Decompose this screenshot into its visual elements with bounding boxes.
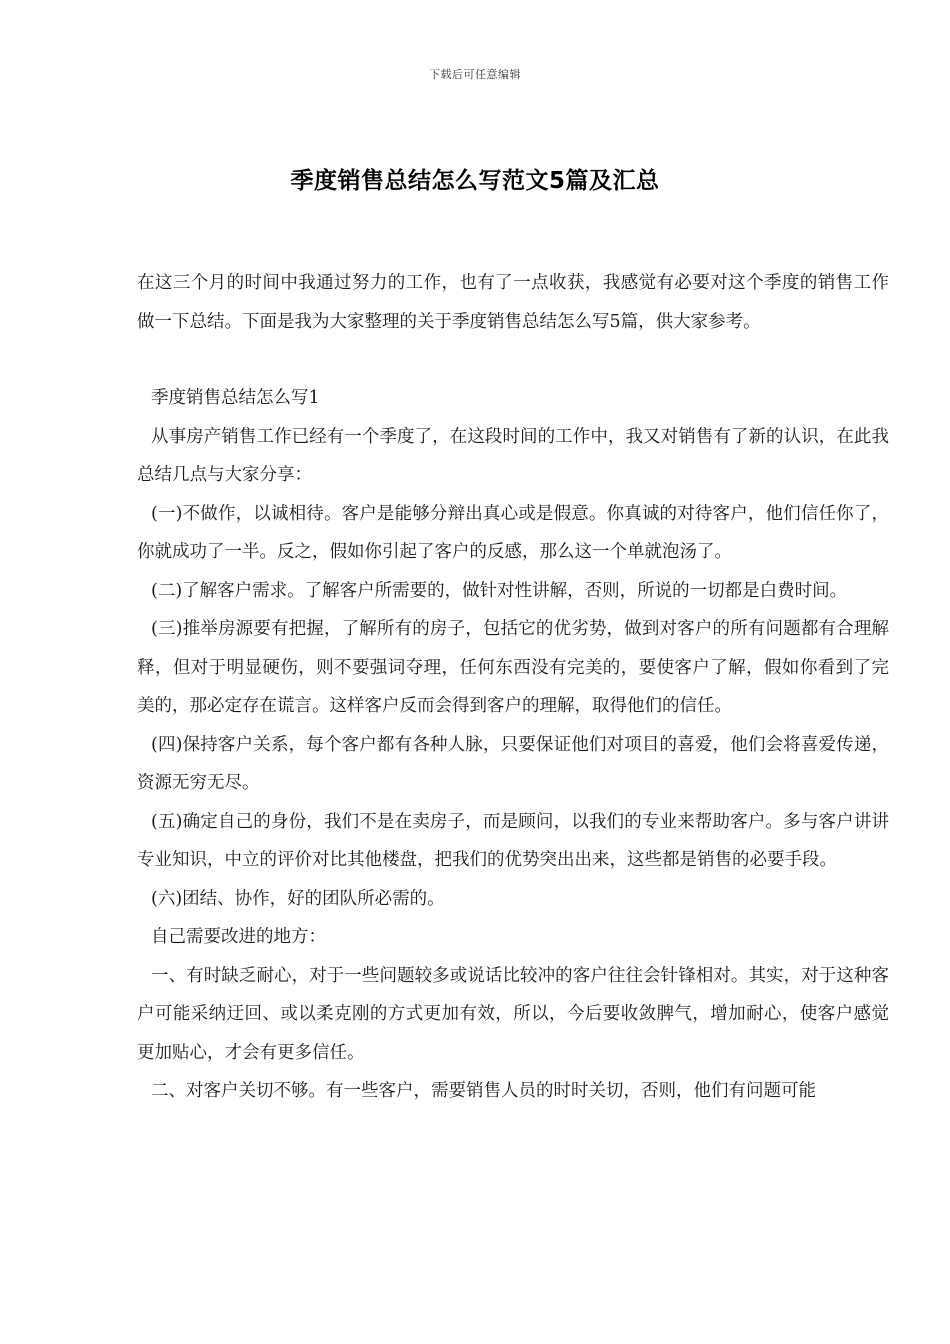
body-paragraph: (三)推举房源要有把握，了解所有的房子，包括它的优劣势，做到对客户的所有问题都有合理解释，但对于明显硬伤，则不要强词夺理，任何东西没有完美的，要使客户了解，假如你看到了完美的，那必定存在谎言。这样客户反而会得到客户的理解，取得他们的信任。 bbox=[137, 619, 889, 716]
document-body bbox=[137, 264, 889, 1111]
body-paragraph: (五)确定自己的身份，我们不是在卖房子，而是顾问，以我们的专业来帮助客户。多与客户讲讲专业知识，中立的评价对比其他楼盘，把我们的优势突出出来，这些都是销售的必要手段。 bbox=[137, 811, 889, 870]
intro-paragraph: 在这三个月的时间中我通过努力的工作，也有了一点收获，我感觉有必要对这个季度的销售工作做一下总结。下面是我为大家整理的关于季度销售总结怎么写5篇，供大家参考。 bbox=[137, 273, 889, 332]
body-paragraph: (六)团结、协作，好的团队所必需的。 bbox=[151, 888, 445, 909]
body-paragraph: (二)了解客户需求。了解客户所需要的，做针对性讲解，否则，所说的一切都是白费时间。 bbox=[151, 580, 848, 601]
body-paragraph: (一)不做作，以诚相待。客户是能够分辩出真心或是假意。你真诚的对待客户，他们信任你了，你就成功了一半。反之，假如你引起了客户的反感，那么这一个单就泡汤了。 bbox=[137, 503, 889, 562]
body-paragraph: 从事房产销售工作已经有一个季度了，在这段时间的工作中，我又对销售有了新的认识，在此我总结几点与大家分享： bbox=[137, 426, 889, 485]
header-note: 下载后可任意编辑 bbox=[429, 68, 521, 81]
section-heading: 季度销售总结怎么写1 bbox=[151, 388, 320, 408]
body-paragraph: 二、对客户关切不够。有一些客户，需要销售人员的时时关切，否则，他们有问题可能 bbox=[151, 1081, 816, 1101]
document-title: 季度销售总结怎么写范文5篇及汇总 bbox=[290, 168, 660, 194]
body-paragraph: 一、有时缺乏耐心，对于一些问题较多或说话比较冲的客户往往会针锋相对。其实，对于这种客户可能采纳迂回、或以柔克刚的方式更加有效，所以，今后要收敛脾气，增加耐心，使客户感觉更加贴心，才会有更多信任。 bbox=[137, 965, 889, 1063]
body-paragraph: (四)保持客户关系，每个客户都有各种人脉，只要保证他们对项目的喜爱，他们会将喜爱传递，资源无穷无尽。 bbox=[137, 734, 889, 793]
body-paragraph: 自己需要改进的地方： bbox=[151, 927, 326, 947]
